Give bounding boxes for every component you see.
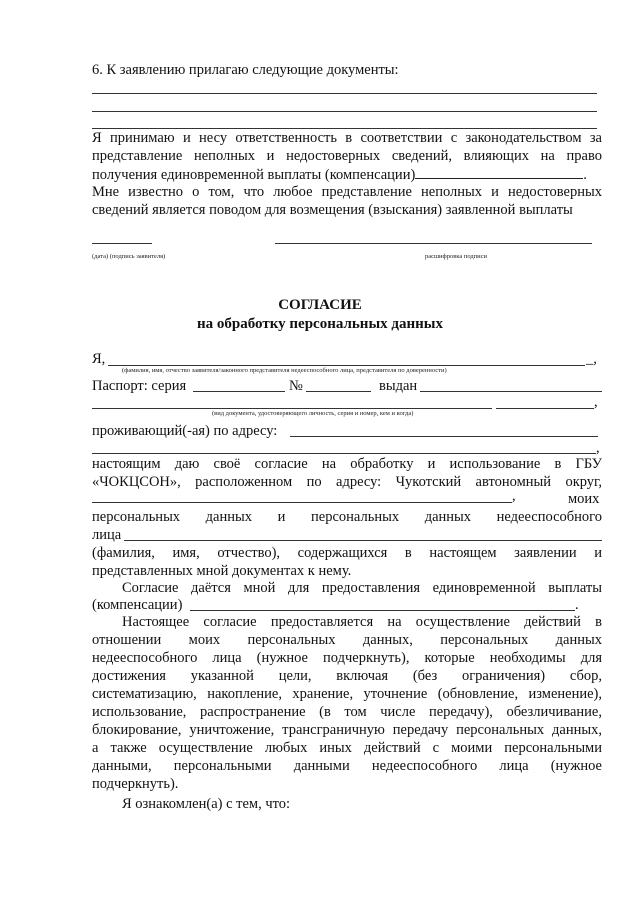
consent-subtitle: на обработку персональных данных <box>197 316 443 332</box>
passport-series-line <box>193 391 285 392</box>
body-line-12: недееспособного лица (нужное подчеркнуть), которые необходимы для <box>92 650 602 666</box>
resp-line-3-text: получения единовременной выплаты (компенсации) <box>92 167 416 183</box>
passport-label: Паспорт: серия <box>92 378 187 394</box>
resp-line-2: представление неполных и недостоверных сведений, влияющих на право <box>92 148 602 164</box>
compensation-blank <box>415 166 583 179</box>
body-line-15: использование, распространение (в том числе передачу), обезличивание, <box>92 704 602 720</box>
resp-line-3: получения единовременной выплаты (компенсации) . <box>92 167 587 183</box>
consent-title: СОГЛАСИЕ <box>278 297 362 313</box>
body-line-5: лица <box>92 527 122 543</box>
document-line-end: , <box>594 394 598 410</box>
compensation-line-end: . <box>575 597 579 613</box>
body-line-18: данными, персональными данными недееспособного лица (нужное <box>92 758 602 774</box>
documents-line-1 <box>92 93 597 94</box>
fio-end: _, <box>586 351 597 367</box>
documents-line-3 <box>92 128 597 129</box>
address-blank-end: , <box>512 488 516 504</box>
compensation-line <box>190 610 575 611</box>
address-line-end: , <box>596 440 600 456</box>
document-line-b <box>496 408 594 409</box>
fio-line <box>108 365 585 366</box>
number-sign: № <box>289 378 303 394</box>
body-line-7: представленных мной документах к нему. <box>92 563 352 579</box>
body-line-16: блокирование, уничтожение, трансграничную передачу персональных данных, <box>92 722 602 738</box>
document-line-a <box>92 408 492 409</box>
residing-label: проживающий(-ая) по адресу: <box>92 423 278 439</box>
date-signature-label: (дата) (подпись заявителя) <box>92 253 166 260</box>
body-line-20: Я ознакомлен(а) с тем, что: <box>122 796 291 812</box>
resp-line-1: Я принимаю и несу ответственность в соответствии с законодательством за <box>92 130 602 146</box>
signature-decoding-line <box>275 243 592 244</box>
passport-issued-line <box>420 391 602 392</box>
body-line-1: настоящим даю своё согласие на обработку и использование в ГБУ <box>92 456 602 472</box>
item-6-text: 6. К заявлению прилагаю следующие документы: <box>92 62 399 78</box>
body-line-8: Согласие даётся мной для предоставления единовременной выплаты <box>122 580 602 596</box>
issued-label: выдан <box>379 378 418 394</box>
body-line-2: «ЧОКЦСОН», расположенном по адресу: Чукотский автономный округ, <box>92 474 602 490</box>
passport-number-line <box>306 391 371 392</box>
date-signature-line <box>92 243 152 244</box>
resp-line-4: Мне известно о том, что любое представление неполных и недостоверных <box>92 184 602 200</box>
ya-label: Я, <box>92 351 106 367</box>
body-line-17: а также осуществление любых иных действий с моими персональными <box>92 740 602 756</box>
body-line-10: Настоящее согласие предоставляется на осуществление действий в <box>122 614 602 630</box>
address-line-1 <box>290 436 598 437</box>
address-blank-line <box>92 502 512 503</box>
body-line-11: отношении моих персональных данных, персональных данных <box>92 632 602 648</box>
signature-decoding-label: расшифровка подписи <box>425 253 488 260</box>
body-line-19: подчеркнуть). <box>92 776 179 792</box>
resp-line-5: сведений является поводом для возмещения (взыскания) заявленной выплаты <box>92 202 573 218</box>
body-line-14: систематизацию, накопление, хранение, уточнение (обновление, изменение), <box>92 686 602 702</box>
incapable-person-line <box>124 540 602 541</box>
body-line-4: персональных данных и персональных данных недееспособного <box>92 509 602 525</box>
documents-line-2 <box>92 111 597 112</box>
body-line-9: (компенсации) <box>92 597 183 613</box>
body-line-13: достижения указанной цели, включая (без ограничения) сбор, <box>92 668 602 684</box>
fio-hint: (фамилия, имя, отчество заявителя/законного представителя недееспособного лица, представителя по доверенности) <box>122 367 447 374</box>
body-line-6: (фамилия, имя, отчество), содержащихся в настоящем заявлении и <box>92 545 602 561</box>
address-line-2 <box>92 453 596 454</box>
doc-hint: (вид документа, удостоверяющего личность, серия и номер, кем и когда) <box>212 410 414 417</box>
body-line-3: моих <box>568 491 600 507</box>
